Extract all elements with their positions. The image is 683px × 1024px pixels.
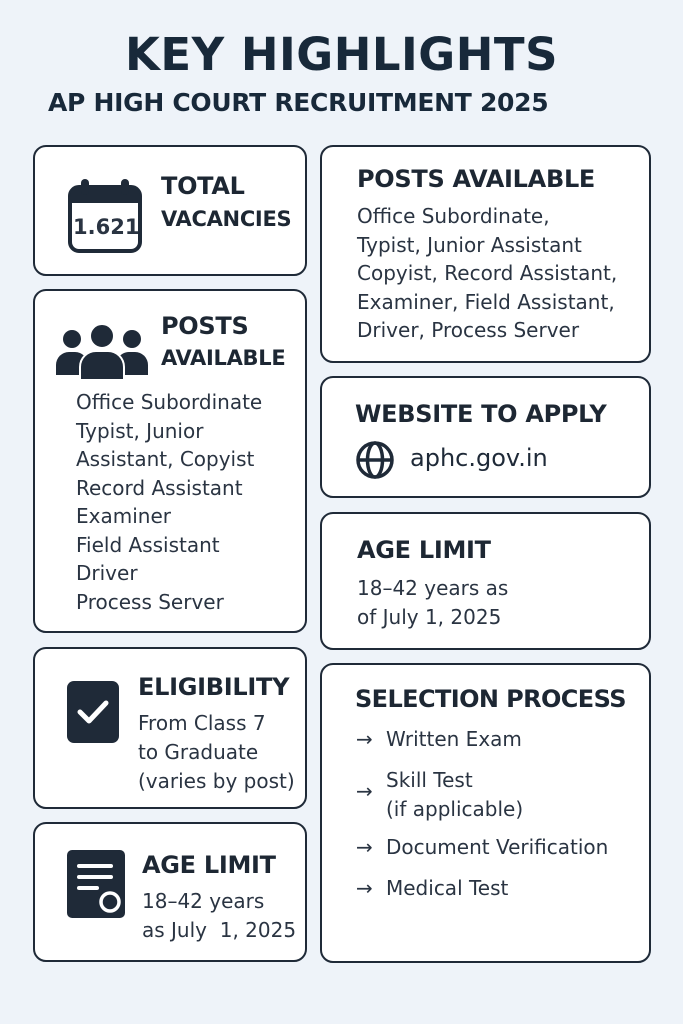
selection-process-card — [320, 663, 651, 963]
selection-step-label: Document Verification — [386, 835, 609, 859]
posts-left-list — [76, 388, 262, 616]
website-card — [320, 376, 651, 498]
page-title: KEY HIGHLIGHTS — [125, 28, 558, 81]
age-right-heading: AGE LIMIT — [357, 536, 491, 564]
selection-step-label: Written Exam — [386, 727, 522, 751]
selection-step-text — [386, 766, 523, 824]
age-left-text — [142, 887, 296, 945]
age-left-heading: AGE LIMIT — [142, 851, 276, 879]
age-left-line: 18–42 years — [142, 889, 265, 913]
age-right-text — [357, 574, 508, 631]
posts-right-line: Copyist, Record Assistant, — [357, 261, 618, 285]
age-limit-card-right — [320, 512, 651, 650]
vacancies-heading-line2: VACANCIES — [161, 207, 292, 231]
posts-left-line: Assistant, Copyist — [76, 447, 255, 471]
arrow-right-icon: → — [356, 727, 373, 751]
posts-available-card-left — [33, 289, 307, 633]
posts-left-line: Driver — [76, 561, 138, 585]
selection-heading: SELECTION PROCESS — [355, 685, 626, 713]
posts-right-line: Office Subordinate, — [357, 204, 550, 228]
posts-left-line: Examiner — [76, 504, 171, 528]
posts-right-line: Driver, Process Server — [357, 318, 580, 342]
age-left-line: as July 1, 2025 — [142, 918, 297, 942]
selection-step — [356, 835, 608, 859]
vacancy-count: 1.621 — [73, 215, 140, 239]
arrow-right-icon: → — [356, 835, 373, 859]
selection-step-sublabel: (if applicable) — [386, 797, 524, 821]
selection-step — [356, 876, 508, 900]
selection-step-label: Medical Test — [386, 876, 509, 900]
selection-step-label: Skill Test — [386, 768, 473, 792]
posts-right-heading: POSTS AVAILABLE — [357, 165, 596, 193]
arrow-right-icon: → — [356, 876, 373, 900]
age-limit-card-left — [33, 822, 307, 962]
age-right-line: of July 1, 2025 — [357, 604, 502, 629]
people-group-icon — [55, 323, 149, 381]
eligibility-line: From Class 7 — [138, 711, 266, 735]
eligibility-heading: ELIGIBILITY — [138, 673, 290, 701]
total-vacancies-card — [33, 145, 307, 276]
posts-left-line: Office Subordinate — [76, 390, 263, 414]
eligibility-line: (varies by post) — [138, 769, 295, 793]
page-subtitle: AP HIGH COURT RECRUITMENT 2025 — [48, 88, 549, 117]
selection-step — [356, 779, 386, 803]
posts-left-line: Field Assistant — [76, 532, 220, 557]
website-heading: WEBSITE TO APPLY — [355, 400, 607, 428]
posts-right-list — [357, 202, 617, 345]
certificate-document-icon — [67, 850, 129, 920]
globe-icon — [355, 440, 395, 480]
posts-left-line: Record Assistant — [76, 475, 243, 500]
website-link[interactable]: aphc.gov.in — [410, 444, 548, 472]
posts-left-line: Typist, Junior — [76, 418, 204, 443]
posts-right-line: Typist, Junior Assistant — [357, 232, 582, 257]
arrow-right-icon: → — [356, 779, 373, 803]
selection-step — [356, 727, 522, 751]
posts-left-heading-line2: AVAILABLE — [161, 346, 286, 370]
posts-left-line: Process Server — [76, 589, 224, 614]
age-right-line: 18–42 years as — [357, 576, 509, 600]
posts-left-heading-line1: POSTS — [161, 312, 249, 340]
eligibility-card — [33, 647, 307, 809]
eligibility-line: to Graduate — [138, 740, 259, 764]
eligibility-text — [138, 709, 295, 796]
vacancies-heading-line1: TOTAL — [161, 172, 245, 200]
posts-available-card-right — [320, 145, 651, 363]
checkbox-icon — [67, 681, 119, 743]
posts-right-line: Examiner, Field Assistant, — [357, 289, 615, 314]
